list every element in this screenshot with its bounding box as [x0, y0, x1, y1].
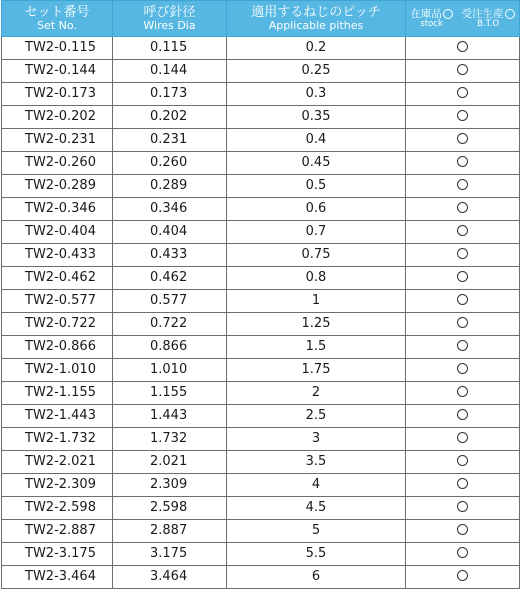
wire-dia-cell: 0.722 [113, 313, 227, 336]
header-bto-en: B.T.O [477, 18, 500, 29]
wire-dia-cell: 1.443 [113, 405, 227, 428]
table-row [2, 106, 520, 129]
table-row [2, 83, 520, 106]
wire-dia-cell: 0.462 [113, 267, 227, 290]
pitch-cell: 0.5 [227, 175, 406, 198]
header-set-no-en: Set No. [37, 18, 77, 32]
wire-dia-cell: 0.404 [113, 221, 227, 244]
header-availability [406, 1, 520, 37]
stock-circle-icon [457, 524, 468, 535]
table-row [2, 244, 520, 267]
wire-dia-cell: 0.289 [113, 175, 227, 198]
stock-cell [406, 359, 520, 382]
table-row [2, 60, 520, 83]
pitch-cell: 1.5 [227, 336, 406, 359]
table-row [2, 520, 520, 543]
stock-cell [406, 566, 520, 589]
set-no-cell: TW2-1.155 [2, 382, 113, 405]
wire-dia-cell: 1.010 [113, 359, 227, 382]
set-no-cell: TW2-0.433 [2, 244, 113, 267]
header-pitch [227, 1, 406, 37]
wire-dia-cell: 1.732 [113, 428, 227, 451]
table-row [2, 175, 520, 198]
stock-cell [406, 129, 520, 152]
set-no-cell: TW2-2.887 [2, 520, 113, 543]
stock-cell [406, 428, 520, 451]
header-pitch-en: Applicable pithes [268, 18, 364, 32]
header-stock-circle-icon [443, 9, 453, 19]
table-row [2, 428, 520, 451]
set-no-cell: TW2-0.462 [2, 267, 113, 290]
pitch-cell: 0.8 [227, 267, 406, 290]
table-row [2, 474, 520, 497]
table-row [2, 198, 520, 221]
set-no-cell: TW2-0.404 [2, 221, 113, 244]
pitch-cell: 6 [227, 566, 406, 589]
stock-cell [406, 290, 520, 313]
table-row [2, 129, 520, 152]
pitch-cell: 2.5 [227, 405, 406, 428]
header-bto-circle-icon [505, 9, 515, 19]
wire-dia-cell: 2.309 [113, 474, 227, 497]
set-no-cell: TW2-1.732 [2, 428, 113, 451]
table-header [2, 1, 520, 37]
stock-cell [406, 152, 520, 175]
pitch-cell: 5 [227, 520, 406, 543]
header-set-no-jp: セット番号 [24, 4, 90, 20]
stock-circle-icon [457, 340, 468, 351]
stock-circle-icon [457, 64, 468, 75]
wire-dia-cell: 2.598 [113, 497, 227, 520]
set-no-cell: TW2-2.598 [2, 497, 113, 520]
stock-cell [406, 336, 520, 359]
table-row [2, 382, 520, 405]
set-no-cell: TW2-0.115 [2, 37, 113, 60]
stock-circle-icon [457, 294, 468, 305]
set-no-cell: TW2-0.144 [2, 60, 113, 83]
stock-cell [406, 37, 520, 60]
set-no-cell: TW2-0.577 [2, 290, 113, 313]
stock-circle-icon [457, 570, 468, 581]
stock-cell [406, 382, 520, 405]
stock-cell [406, 106, 520, 129]
table-row [2, 359, 520, 382]
stock-circle-icon [457, 110, 468, 121]
stock-circle-icon [457, 87, 468, 98]
set-no-cell: TW2-2.021 [2, 451, 113, 474]
set-no-cell: TW2-3.175 [2, 543, 113, 566]
wire-dia-cell: 2.887 [113, 520, 227, 543]
stock-circle-icon [457, 156, 468, 167]
header-stock-jp-text: 在庫品 [410, 7, 442, 20]
stock-circle-icon [457, 271, 468, 282]
stock-cell [406, 60, 520, 83]
stock-circle-icon [457, 478, 468, 489]
pitch-cell: 0.45 [227, 152, 406, 175]
table-row [2, 152, 520, 175]
stock-cell [406, 405, 520, 428]
pitch-cell: 4.5 [227, 497, 406, 520]
stock-cell [406, 198, 520, 221]
table-body [2, 37, 520, 589]
set-no-cell: TW2-2.309 [2, 474, 113, 497]
table-row [2, 497, 520, 520]
pitch-cell: 3.5 [227, 451, 406, 474]
wire-dia-cell: 0.173 [113, 83, 227, 106]
pitch-cell: 0.4 [227, 129, 406, 152]
stock-circle-icon [457, 547, 468, 558]
stock-cell [406, 520, 520, 543]
wire-dia-cell: 0.866 [113, 336, 227, 359]
pitch-cell: 0.25 [227, 60, 406, 83]
table-row [2, 336, 520, 359]
set-no-cell: TW2-1.443 [2, 405, 113, 428]
wire-dia-cell: 0.115 [113, 37, 227, 60]
header-set-no [2, 1, 113, 37]
set-no-cell: TW2-0.260 [2, 152, 113, 175]
table-row [2, 267, 520, 290]
set-no-cell: TW2-0.231 [2, 129, 113, 152]
stock-circle-icon [457, 225, 468, 236]
stock-circle-icon [457, 409, 468, 420]
header-pitch-jp: 適用するねじのピッチ [251, 4, 381, 20]
set-number-table [1, 0, 520, 589]
stock-circle-icon [457, 179, 468, 190]
stock-cell [406, 267, 520, 290]
table-row [2, 37, 520, 60]
stock-cell [406, 543, 520, 566]
pitch-cell: 3 [227, 428, 406, 451]
wire-dia-cell: 0.202 [113, 106, 227, 129]
stock-cell [406, 83, 520, 106]
set-no-cell: TW2-0.866 [2, 336, 113, 359]
pitch-cell: 0.35 [227, 106, 406, 129]
stock-circle-icon [457, 248, 468, 259]
header-stock-jp [410, 9, 453, 20]
stock-cell [406, 497, 520, 520]
set-no-cell: TW2-0.722 [2, 313, 113, 336]
pitch-cell: 0.7 [227, 221, 406, 244]
wire-dia-cell: 3.464 [113, 566, 227, 589]
header-wire-dia-en: Wires Dia [143, 18, 196, 32]
pitch-cell: 5.5 [227, 543, 406, 566]
stock-circle-icon [457, 317, 468, 328]
pitch-cell: 0.6 [227, 198, 406, 221]
set-no-cell: TW2-0.289 [2, 175, 113, 198]
header-bto [462, 9, 515, 29]
header-bto-jp-text: 受注生産 [461, 7, 504, 20]
table-row [2, 290, 520, 313]
set-no-cell: TW2-3.464 [2, 566, 113, 589]
wire-dia-cell: 0.433 [113, 244, 227, 267]
pitch-cell: 4 [227, 474, 406, 497]
pitch-cell: 1.75 [227, 359, 406, 382]
wire-dia-cell: 2.021 [113, 451, 227, 474]
stock-cell [406, 474, 520, 497]
stock-cell [406, 451, 520, 474]
header-availability-group [406, 9, 519, 29]
table-row [2, 405, 520, 428]
header-wire-dia [113, 1, 227, 37]
table-row [2, 313, 520, 336]
header-stock-en: stock [420, 18, 443, 29]
pitch-cell: 0.2 [227, 37, 406, 60]
stock-cell [406, 175, 520, 198]
stock-cell [406, 221, 520, 244]
header-bto-jp [462, 9, 515, 20]
wire-dia-cell: 0.346 [113, 198, 227, 221]
table-row [2, 566, 520, 589]
wire-dia-cell: 0.231 [113, 129, 227, 152]
stock-circle-icon [457, 455, 468, 466]
set-no-cell: TW2-0.346 [2, 198, 113, 221]
pitch-cell: 0.75 [227, 244, 406, 267]
stock-circle-icon [457, 41, 468, 52]
pitch-cell: 2 [227, 382, 406, 405]
pitch-cell: 1 [227, 290, 406, 313]
wire-dia-cell: 0.144 [113, 60, 227, 83]
stock-circle-icon [457, 386, 468, 397]
set-no-cell: TW2-0.173 [2, 83, 113, 106]
stock-circle-icon [457, 202, 468, 213]
stock-circle-icon [457, 133, 468, 144]
stock-cell [406, 244, 520, 267]
pitch-cell: 1.25 [227, 313, 406, 336]
stock-circle-icon [457, 501, 468, 512]
header-wire-dia-jp: 呼び針径 [143, 4, 196, 20]
table-row [2, 543, 520, 566]
wire-dia-cell: 3.175 [113, 543, 227, 566]
wire-dia-cell: 0.577 [113, 290, 227, 313]
set-no-cell: TW2-1.010 [2, 359, 113, 382]
table-row [2, 451, 520, 474]
set-no-cell: TW2-0.202 [2, 106, 113, 129]
table-row [2, 221, 520, 244]
stock-circle-icon [457, 432, 468, 443]
header-row [2, 1, 520, 37]
stock-cell [406, 313, 520, 336]
pitch-cell: 0.3 [227, 83, 406, 106]
stock-circle-icon [457, 363, 468, 374]
wire-dia-cell: 0.260 [113, 152, 227, 175]
header-stock [410, 9, 453, 29]
wire-dia-cell: 1.155 [113, 382, 227, 405]
